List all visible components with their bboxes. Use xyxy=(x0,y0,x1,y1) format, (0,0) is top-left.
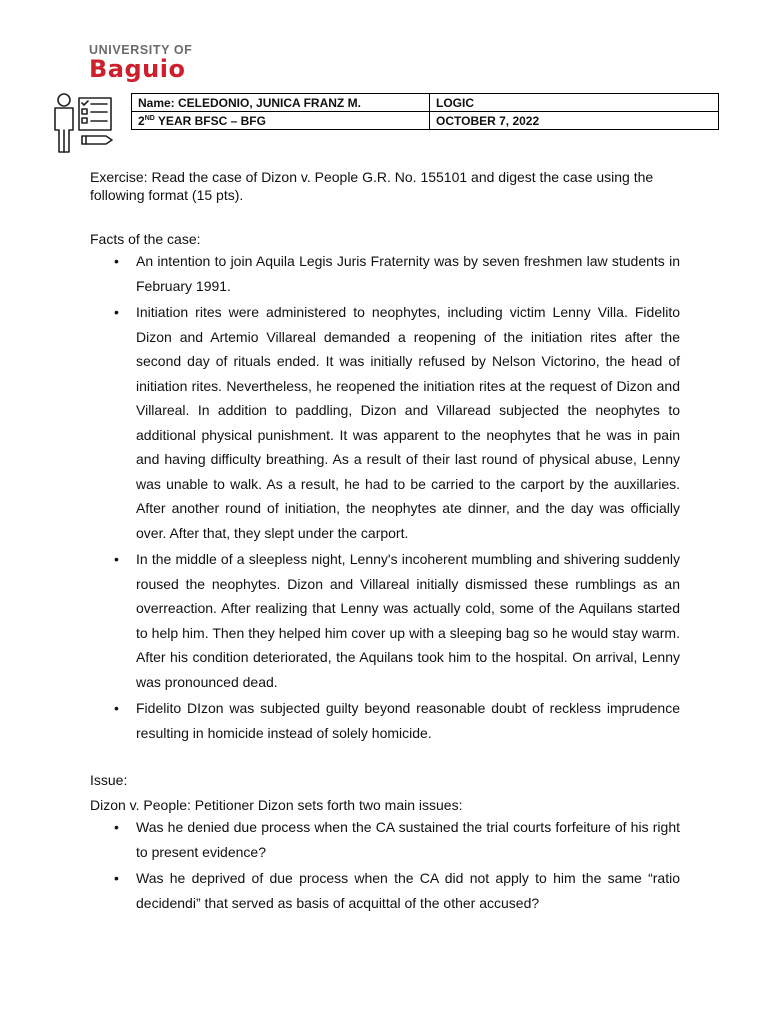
table-row xyxy=(132,94,719,112)
list-item: • Was he deprived of due process when the CA did not apply to him the same “ratio decidendi” that served as basis of acquittal of the other accused? xyxy=(90,866,680,915)
list-item: • In the middle of a sleepless night, Lenny's incoherent mumbling and shivering suddenly roused the neophytes. Dizon and Villareal initially dismissed these rumblings as an overreaction. After realizing that Lenny was actually cold, some of the Aquilans started to help him. Then they helped him cover up with a sleeping bag so he would stay warm. After his condition deteriorated, the Aquilans took him to the hospital. On arrival, Lenny was pronounced dead. xyxy=(90,547,680,694)
year-ordinal-suffix: ND xyxy=(144,114,155,122)
issue-intro: Dizon v. People: Petitioner Dizon sets forth two main issues: xyxy=(90,797,463,813)
facts-heading: Facts of the case: xyxy=(90,231,201,247)
list-item: • Initiation rites were administered to neophytes, including victim Lenny Villa. Fidelito Dizon and Artemio Villareal demanded a reopening of the initiation rites after the second day of rituals ended. It was initially refused by Nelson Victorino, the head of initiation rites. Nevertheless, he reopened the initiation rites at the request of Dizon and Villareal. In addition to paddling, Dizon and Villaread subjected the neophytes to additional physical punishment. It was apparent to the neophytes that he was in pain and having difficulty breathing. As a result of their last round of physical abuse, Lenny was unable to walk. As a result, he had to be carried to the carport by the auxillaries. After another round of initiation, the neophytes ate dinner, and the day was officially over. After that, they slept under the carport. xyxy=(90,300,680,545)
list-item: • An intention to join Aquila Legis Juris Fraternity was by seven freshmen law students in February 1991. xyxy=(90,249,680,298)
issues-list xyxy=(90,815,680,917)
year-number: 2 xyxy=(138,113,145,128)
exercise-instructions: Exercise: Read the case of Dizon v. People G.R. No. 155101 and digest the case using the following format (15 pts). xyxy=(90,169,654,203)
issue-heading: Issue: xyxy=(90,772,128,788)
date-cell: OCTOBER 7, 2022 xyxy=(430,112,719,130)
university-logo xyxy=(89,44,209,81)
person-checklist-pencil-icon xyxy=(50,92,118,154)
year-section-cell xyxy=(132,112,430,130)
table-row xyxy=(132,112,719,130)
facts-list xyxy=(90,249,680,747)
logo-main-text: Baguio xyxy=(89,55,186,83)
name-cell: Name: CELEDONIO, JUNICA FRANZ M. xyxy=(132,94,430,112)
list-item: • Fidelito DIzon was subjected guilty beyond reasonable doubt of reckless imprudence resulting in homicide instead of solely homicide. xyxy=(90,696,680,745)
student-info-table xyxy=(131,93,719,130)
logo-top-text: UNIVERSITY OF xyxy=(89,43,193,57)
subject-cell: LOGIC xyxy=(430,94,719,112)
list-item: • Was he denied due process when the CA sustained the trial courts forfeiture of his right to present evidence? xyxy=(90,815,680,864)
year-section-text: YEAR BFSC – BFG xyxy=(154,113,266,128)
